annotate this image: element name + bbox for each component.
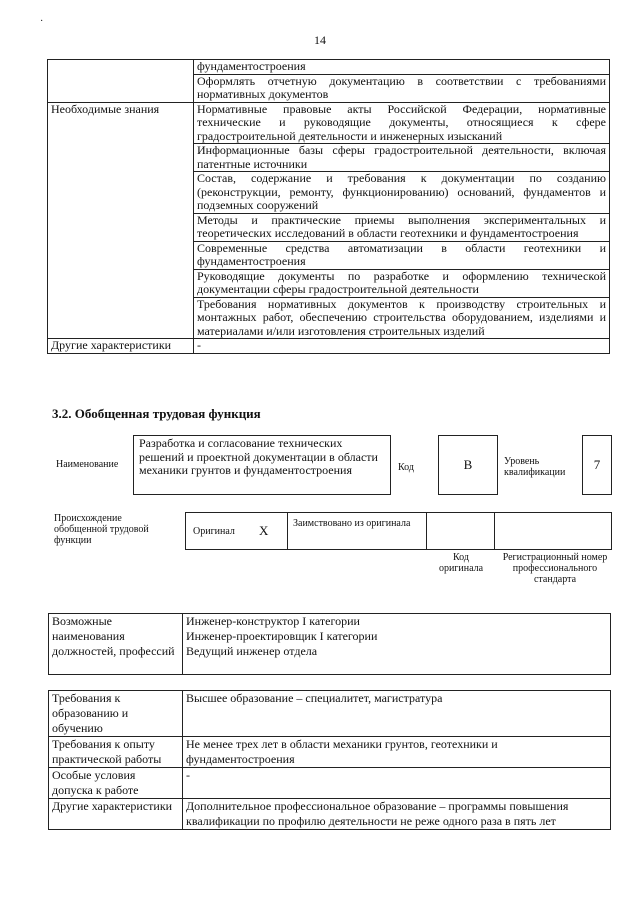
req-value: Дополнительное профессиональное образование – программы повышения квалификации по профилю деятельности не реже одного раза в пять лет — [183, 799, 611, 830]
req-value: Высшее образование – специалитет, магистратура — [183, 691, 611, 737]
req-label: Другие характеристики — [49, 799, 183, 830]
table-cell: Информационные базы сферы градостроительной деятельности, включая патентные источники — [194, 144, 610, 172]
table-cell: фундаментостроения — [194, 60, 610, 75]
reg-number-caption: Регистрационный номер профессионального стандарта — [502, 552, 608, 585]
positions-values — [183, 614, 611, 675]
table-row-label — [48, 60, 194, 103]
req-label: Особые условия допуска к работе — [49, 768, 183, 799]
table-row — [49, 768, 611, 799]
position-item: Инженер-конструктор I категории — [186, 614, 360, 628]
table-row — [49, 737, 611, 768]
requirements-table — [48, 690, 611, 830]
position-item: Инженер-проектировщик I категории — [186, 629, 378, 643]
code-label: Код — [398, 462, 414, 473]
table-cell: Нормативные правовые акты Российской Федерации, нормативные технические и руководящие документы, относящиеся к сфере градостроительной деятельности и инженерных изысканий — [194, 102, 610, 144]
divider — [494, 512, 495, 550]
positions-table — [48, 613, 611, 675]
knowledge-table — [47, 59, 610, 354]
level-box — [582, 435, 612, 495]
page-number: 14 — [314, 33, 326, 47]
borrowed-label: Заимствовано из оригинала — [293, 518, 411, 529]
original-mark: X — [259, 523, 269, 538]
table-cell: Оформлять отчетную документацию в соответствии с требованиями нормативных документов — [194, 74, 610, 102]
table-row — [48, 60, 610, 75]
req-label: Требования к образованию и обучению — [49, 691, 183, 737]
table-row — [49, 799, 611, 830]
level-label: Уровень квалификации — [504, 456, 566, 478]
table-cell: Методы и практические приемы выполнения экспериментальных и теоретических исследований в области геотехники и фундаментостроения — [194, 213, 610, 241]
positions-label: Возможные наименования должностей, профессий — [49, 614, 183, 675]
section-title: 3.2. Обобщенная трудовая функция — [52, 406, 261, 421]
table-row — [49, 614, 611, 675]
table-cell: Требования нормативных документов к производству строительных и монтажных работ, обеспечению строительства оборудованием, изделиями и материалами и/или изготовления строительных изделий — [194, 297, 610, 339]
position-item: Ведущий инженер отдела — [186, 644, 318, 658]
divider — [426, 512, 427, 550]
divider — [287, 512, 288, 550]
table-cell: Состав, содержание и требования к документации по созданию (реконструкции, ремонту, функционированию) оснований, фундаментов и подземных сооружений — [194, 172, 610, 214]
table-row-label: Необходимые знания — [48, 102, 194, 339]
code-value: B — [463, 457, 473, 472]
code-box — [438, 435, 498, 495]
code-original-caption: Код оригинала — [438, 552, 484, 574]
req-value: - — [183, 768, 611, 799]
corner-mark: · — [40, 16, 44, 27]
function-name-value: Разработка и согласование технических решений и проектной документации в области механики грунтов и фундаментостроения — [139, 436, 378, 477]
origin-label: Происхождение обобщенной трудовой функции — [54, 513, 149, 546]
table-cell: Руководящие документы по разработке и оформлению технической документации сферы градостроительной деятельности — [194, 269, 610, 297]
table-row — [49, 691, 611, 737]
table-row-label: Другие характеристики — [48, 339, 194, 354]
table-cell: Современные средства автоматизации в области геотехники и фундаментостроения — [194, 241, 610, 269]
level-value: 7 — [593, 457, 601, 472]
name-label: Наименование — [56, 459, 119, 470]
table-cell: - — [194, 339, 610, 354]
table-row — [48, 339, 610, 354]
req-value: Не менее трех лет в области механики грунтов, геотехники и фундаментостроения — [183, 737, 611, 768]
req-label: Требования к опыту практической работы — [49, 737, 183, 768]
function-name-box — [133, 435, 391, 495]
original-label: Оригинал — [193, 526, 235, 537]
table-row — [48, 102, 610, 144]
